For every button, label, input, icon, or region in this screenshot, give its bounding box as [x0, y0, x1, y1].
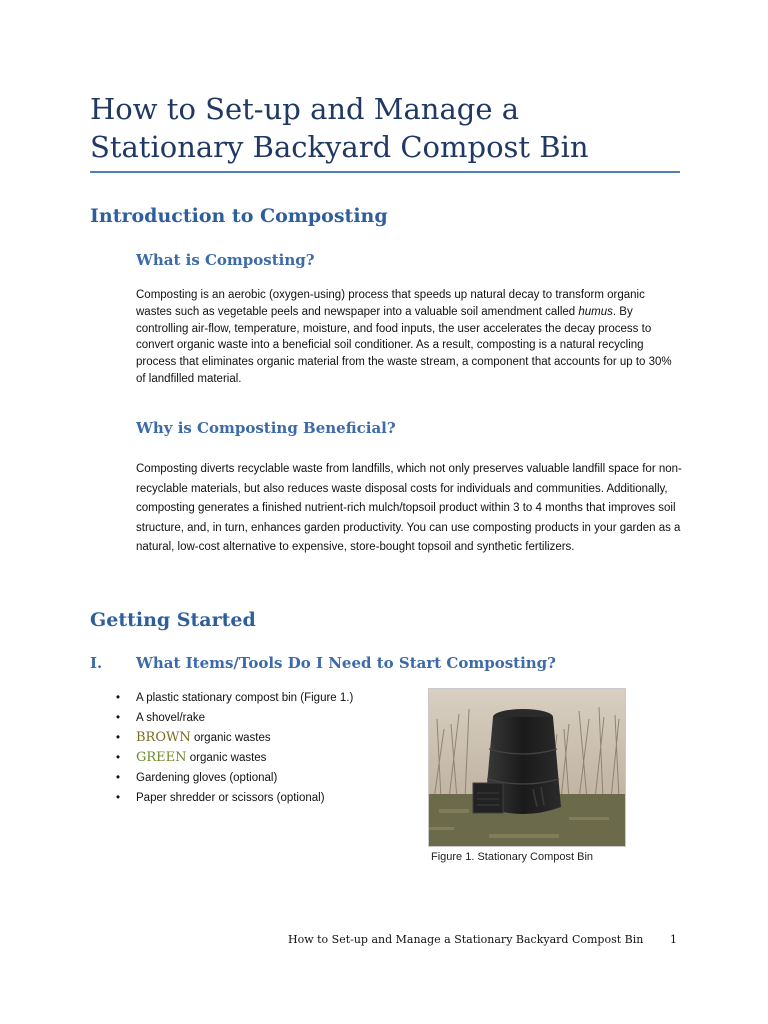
- tools-list: [116, 688, 353, 808]
- list-item: [116, 708, 353, 728]
- page-footer: [288, 933, 688, 946]
- list-item: [116, 788, 353, 808]
- bullet-icon: •: [116, 692, 121, 704]
- title-line-2: Stationary Backyard Compost Bin: [90, 130, 589, 164]
- figure-caption: Figure 1. Stationary Compost Bin: [431, 851, 594, 863]
- list-item-text: organic wastes: [186, 752, 267, 764]
- list-item-text: Gardening gloves (optional): [136, 772, 278, 784]
- title-divider: [90, 171, 680, 173]
- what-para-text-b: . By controlling air-flow, temperature, moisture, and food inputs, the user accelerates the decay process to convert organic waste into a beneficial soil conditioner. As a result, composting is a natural recycling process that eliminates organic material from the waste stream, a component that accounts for up to 30% of landfilled material.: [136, 305, 672, 385]
- heading-tools-numeral: I.: [90, 654, 103, 672]
- what-para-text-a: Composting is an aerobic (oxygen-using) process that speeds up natural decay to transform organic wastes such as vegetable peels and newspaper into a valuable soil amendment called: [136, 289, 645, 318]
- paragraph-why-beneficial: Composting diverts recyclable waste from landfills, which not only preserves valuable landfill space for non-recyclable materials, but also reduces waste disposal costs for individuals and communities. Additionally, composting generates a finished nutrient-rich mulch/topsoil product within 3 to 4 months that improves soil structure, and, in turn, enhances garden productivity. You can use composting products in your garden as a natural, low-cost alternative to expensive, store-bought topsoil and synthetic fertilizers.: [136, 463, 682, 554]
- footer-title: How to Set-up and Manage a Stationary Backyard Compost Bin: [288, 933, 644, 946]
- what-para-humus: humus: [578, 305, 613, 318]
- brown-label: BROWN: [136, 730, 191, 745]
- heading-why-beneficial: Why is Composting Beneficial?: [136, 419, 396, 437]
- list-item: [116, 728, 353, 748]
- heading-introduction: Introduction to Composting: [90, 205, 388, 227]
- title-line-1: How to Set-up and Manage a: [90, 92, 519, 126]
- bullet-icon: •: [116, 752, 121, 764]
- green-label: GREEN: [136, 750, 187, 765]
- figure-compost-bin-photo: [428, 688, 626, 847]
- paragraph-what-is-composting: [136, 287, 682, 388]
- heading-what-is-composting: What is Composting?: [136, 251, 315, 269]
- list-item: [116, 748, 353, 768]
- list-item-text: A plastic stationary compost bin (Figure 1.): [136, 692, 354, 704]
- bullet-icon: •: [116, 732, 121, 744]
- heading-tools: [90, 653, 556, 673]
- list-item: [116, 768, 353, 788]
- page-number: 1: [670, 933, 677, 946]
- list-item: [116, 688, 353, 708]
- heading-tools-text: What Items/Tools Do I Need to Start Composting?: [136, 654, 556, 672]
- list-item-text: organic wastes: [190, 732, 271, 744]
- bullet-icon: •: [116, 712, 121, 724]
- document-title: [90, 90, 690, 166]
- bullet-icon: •: [116, 792, 121, 804]
- compost-bin-illustration: [429, 689, 625, 846]
- bullet-icon: •: [116, 772, 121, 784]
- list-item-text: Paper shredder or scissors (optional): [136, 792, 325, 804]
- heading-getting-started: Getting Started: [90, 609, 256, 631]
- list-item-text: A shovel/rake: [136, 712, 206, 724]
